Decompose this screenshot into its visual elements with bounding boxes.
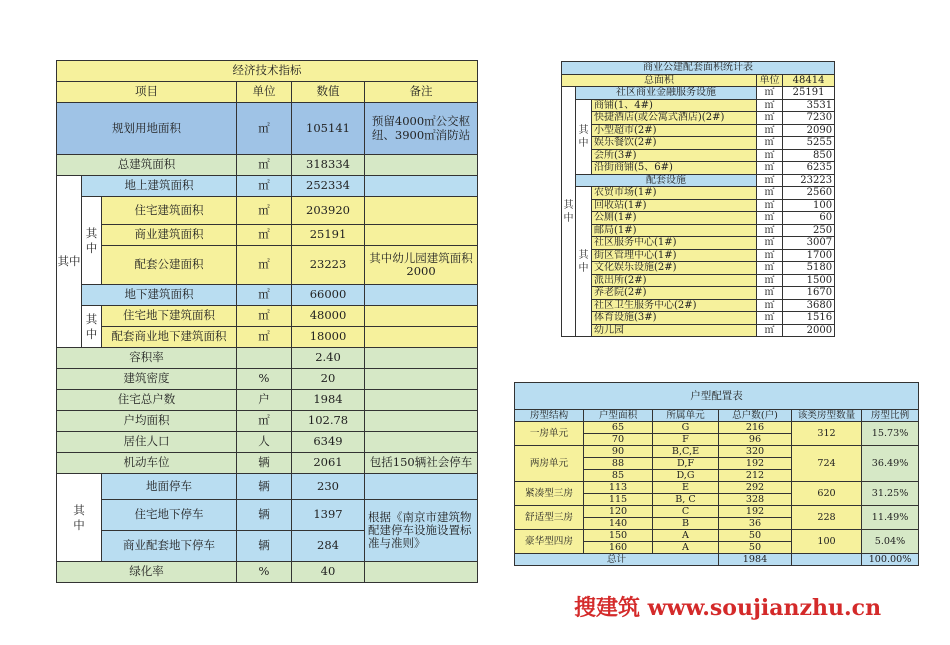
row-value: 66000 <box>292 285 365 306</box>
row-value: 48000 <box>292 306 365 327</box>
row-unit: ㎡ <box>237 225 292 246</box>
cell-area: 160 <box>584 542 653 554</box>
group-name: 紧凑型三房 <box>515 482 584 506</box>
row-label: 绿化率 <box>57 562 237 583</box>
row-unit: ㎡ <box>237 327 292 348</box>
group-name: 一房单元 <box>515 422 584 446</box>
row-label: 规划用地面积 <box>57 103 237 155</box>
row-value: 105141 <box>292 103 365 155</box>
header-note: 备注 <box>365 82 478 103</box>
cell-households: 50 <box>719 530 792 542</box>
row-value: 48414 <box>783 74 835 87</box>
row-unit: 辆 <box>237 531 292 562</box>
cell-unit: D,G <box>653 470 719 482</box>
row-value: 1700 <box>783 249 835 262</box>
row-unit: ㎡ <box>757 87 783 100</box>
row-label: 文化娱乐设施(2#) <box>592 262 757 275</box>
cell-area: 140 <box>584 518 653 530</box>
table-header-row <box>57 82 478 103</box>
table-row <box>57 390 478 411</box>
row-unit: % <box>237 562 292 583</box>
row-label: 总面积 <box>562 74 757 87</box>
table-row <box>57 103 478 155</box>
row-label: 商铺(1、4#) <box>592 99 757 112</box>
table-row <box>57 327 478 348</box>
row-note <box>365 155 478 176</box>
row-value: 850 <box>783 149 835 162</box>
total-ratio: 100.00% <box>862 554 919 566</box>
row-unit: ㎡ <box>757 99 783 112</box>
row-unit: ㎡ <box>237 411 292 432</box>
row-label: 住宅地下建筑面积 <box>102 306 237 327</box>
row-value: 3531 <box>783 99 835 112</box>
table-row <box>562 249 835 262</box>
cell-unit: E <box>653 482 719 494</box>
row-note: 预留4000㎡公交枢纽、3900㎡消防站 <box>365 103 478 155</box>
table-title: 经济技术指标 <box>57 61 478 82</box>
cell-unit: A <box>653 542 719 554</box>
row-label: 住宅总户数 <box>57 390 237 411</box>
cell-households: 36 <box>719 518 792 530</box>
table-row <box>57 285 478 306</box>
row-label: 派出所(2#) <box>592 274 757 287</box>
total-households: 1984 <box>719 554 792 566</box>
row-value: 230 <box>292 474 365 500</box>
table-row <box>562 174 835 187</box>
row-unit: ㎡ <box>757 262 783 275</box>
group-count: 620 <box>792 482 862 506</box>
cell-households: 192 <box>719 458 792 470</box>
qizhong-sub-label: 其 中 <box>576 187 592 337</box>
table-title-row <box>515 383 919 410</box>
row-value: 20 <box>292 369 365 390</box>
row-value: 6349 <box>292 432 365 453</box>
qizhong-label: 其 中 <box>562 87 576 337</box>
row-unit: 单位 <box>757 74 783 87</box>
table-row <box>562 112 835 125</box>
group-ratio: 15.73% <box>862 422 919 446</box>
table-row <box>562 87 835 100</box>
row-label: 养老院(2#) <box>592 287 757 300</box>
table-row <box>515 482 919 494</box>
group-label: 社区商业金融服务设施 <box>576 87 757 100</box>
group-ratio: 11.49% <box>862 506 919 530</box>
table-row <box>562 262 835 275</box>
row-unit: 人 <box>237 432 292 453</box>
row-value: 250 <box>783 224 835 237</box>
row-value: 3680 <box>783 299 835 312</box>
table-row <box>57 176 478 197</box>
row-value: 1397 <box>292 500 365 531</box>
qizhong-sub-label: 其 中 <box>576 99 592 174</box>
row-note <box>365 197 478 225</box>
table-row <box>515 530 919 542</box>
row-label: 农贸市场(1#) <box>592 187 757 200</box>
row-label: 社区卫生服务中心(2#) <box>592 299 757 312</box>
row-label: 地面停车 <box>102 474 237 500</box>
row-note <box>365 348 478 369</box>
economic-indicators-table <box>56 60 478 583</box>
cell-unit: B, C <box>653 494 719 506</box>
row-value: 1670 <box>783 287 835 300</box>
cell-area: 115 <box>584 494 653 506</box>
row-label: 商业配套地下停车 <box>102 531 237 562</box>
cell-households: 216 <box>719 422 792 434</box>
table-row <box>57 348 478 369</box>
row-label: 快捷酒店(或公寓式酒店)(2#) <box>592 112 757 125</box>
group-ratio: 31.25% <box>862 482 919 506</box>
row-unit: ㎡ <box>757 124 783 137</box>
row-label: 居住人口 <box>57 432 237 453</box>
cell-area: 113 <box>584 482 653 494</box>
header-item: 项目 <box>57 82 237 103</box>
table-total-row <box>562 74 835 87</box>
row-value: 318334 <box>292 155 365 176</box>
cell-area: 70 <box>584 434 653 446</box>
table-row <box>57 246 478 285</box>
row-value: 2000 <box>783 324 835 337</box>
row-note: 根据《南京市建筑物配建停车设施设置标准与准则》 <box>365 500 478 562</box>
total-label: 总计 <box>515 554 719 566</box>
row-unit: ㎡ <box>237 285 292 306</box>
table-title: 商业公建配套面积统计表 <box>562 62 835 75</box>
row-label: 总建筑面积 <box>57 155 237 176</box>
row-label: 住宅建筑面积 <box>102 197 237 225</box>
cell-unit: B <box>653 518 719 530</box>
row-value: 5255 <box>783 137 835 150</box>
row-unit: ㎡ <box>757 162 783 175</box>
row-value: 284 <box>292 531 365 562</box>
row-label: 邮局(1#) <box>592 224 757 237</box>
total-count <box>792 554 862 566</box>
row-label: 社区服务中心(1#) <box>592 237 757 250</box>
row-label: 配套商业地下建筑面积 <box>102 327 237 348</box>
cell-households: 50 <box>719 542 792 554</box>
table-row <box>515 422 919 434</box>
cell-unit: A <box>653 530 719 542</box>
row-value: 1500 <box>783 274 835 287</box>
row-unit: 辆 <box>237 500 292 531</box>
row-unit: ㎡ <box>237 155 292 176</box>
row-note <box>365 306 478 327</box>
row-value: 2560 <box>783 187 835 200</box>
table-title: 户型配置表 <box>515 383 919 410</box>
group-count: 100 <box>792 530 862 554</box>
cell-households: 192 <box>719 506 792 518</box>
row-value: 5180 <box>783 262 835 275</box>
row-label: 地下建筑面积 <box>82 285 237 306</box>
watermark: 搜建筑 www.soujianzhu.cn <box>574 595 882 621</box>
row-label: 机动车位 <box>57 453 237 474</box>
header-unit: 所属单元 <box>653 410 719 422</box>
row-unit <box>237 348 292 369</box>
row-value: 25191 <box>783 87 835 100</box>
row-note <box>365 225 478 246</box>
header-households: 总户数(户) <box>719 410 792 422</box>
row-label: 建筑密度 <box>57 369 237 390</box>
row-label: 体育设施(3#) <box>592 312 757 325</box>
row-value: 23223 <box>292 246 365 285</box>
cell-area: 150 <box>584 530 653 542</box>
header-structure: 房型结构 <box>515 410 584 422</box>
table-title-row <box>57 61 478 82</box>
table-row <box>57 225 478 246</box>
table-row <box>562 324 835 337</box>
row-label: 回收站(1#) <box>592 199 757 212</box>
group-label: 配套设施 <box>576 174 757 187</box>
row-value: 2090 <box>783 124 835 137</box>
row-note <box>365 474 478 500</box>
row-note <box>365 390 478 411</box>
row-unit: 户 <box>237 390 292 411</box>
row-note <box>365 562 478 583</box>
table-row <box>562 124 835 137</box>
table-row <box>562 237 835 250</box>
row-value: 3007 <box>783 237 835 250</box>
header-unit: 单位 <box>237 82 292 103</box>
row-value: 203920 <box>292 197 365 225</box>
row-unit: ㎡ <box>757 212 783 225</box>
table-row <box>57 369 478 390</box>
table-row <box>562 162 835 175</box>
qizhong-sub-label: 其中 <box>82 306 102 348</box>
row-label: 商业建筑面积 <box>102 225 237 246</box>
table-row <box>562 299 835 312</box>
row-note <box>365 285 478 306</box>
row-value: 1516 <box>783 312 835 325</box>
table-row <box>57 453 478 474</box>
table-row <box>57 306 478 327</box>
row-unit: % <box>237 369 292 390</box>
table-row <box>562 212 835 225</box>
cell-unit: F <box>653 434 719 446</box>
row-note <box>365 369 478 390</box>
row-value: 2061 <box>292 453 365 474</box>
table-row <box>57 474 478 500</box>
group-ratio: 36.49% <box>862 446 919 482</box>
table-row <box>562 99 835 112</box>
row-unit: 辆 <box>237 453 292 474</box>
row-value: 25191 <box>292 225 365 246</box>
row-note <box>365 327 478 348</box>
row-unit: ㎡ <box>757 224 783 237</box>
qizhong-sub-label: 其中 <box>82 197 102 285</box>
table-total-row <box>515 554 919 566</box>
row-unit: 辆 <box>237 474 292 500</box>
group-name: 两房单元 <box>515 446 584 482</box>
header-ratio: 房型比例 <box>862 410 919 422</box>
cell-households: 96 <box>719 434 792 446</box>
row-label: 沿街商铺(5、6#) <box>592 162 757 175</box>
header-area: 户型面积 <box>584 410 653 422</box>
row-label: 会所(3#) <box>592 149 757 162</box>
row-value: 60 <box>783 212 835 225</box>
table-row <box>57 562 478 583</box>
row-label: 住宅地下停车 <box>102 500 237 531</box>
row-unit: ㎡ <box>757 199 783 212</box>
cell-unit: G <box>653 422 719 434</box>
cell-unit: B,C,E <box>653 446 719 458</box>
group-ratio: 5.04% <box>862 530 919 554</box>
row-unit: ㎡ <box>757 274 783 287</box>
table-row <box>562 274 835 287</box>
group-name: 豪华型四房 <box>515 530 584 554</box>
row-label: 地上建筑面积 <box>82 176 237 197</box>
cell-households: 328 <box>719 494 792 506</box>
table-row <box>562 312 835 325</box>
row-unit: ㎡ <box>757 137 783 150</box>
row-value: 1984 <box>292 390 365 411</box>
row-unit: ㎡ <box>757 249 783 262</box>
row-unit: ㎡ <box>757 187 783 200</box>
table-row <box>562 149 835 162</box>
row-unit: ㎡ <box>237 306 292 327</box>
table-row <box>515 446 919 458</box>
cell-households: 320 <box>719 446 792 458</box>
row-value: 7230 <box>783 112 835 125</box>
row-value: 102.78 <box>292 411 365 432</box>
row-unit: ㎡ <box>757 299 783 312</box>
row-value: 23223 <box>783 174 835 187</box>
table-row <box>57 155 478 176</box>
table-row <box>562 287 835 300</box>
cell-unit: C <box>653 506 719 518</box>
qizhong-label: 其中 <box>57 176 82 348</box>
table-row <box>57 432 478 453</box>
row-label: 容积率 <box>57 348 237 369</box>
row-value: 40 <box>292 562 365 583</box>
row-label: 户均面积 <box>57 411 237 432</box>
group-count: 724 <box>792 446 862 482</box>
row-note <box>365 176 478 197</box>
cell-area: 88 <box>584 458 653 470</box>
row-value: 6235 <box>783 162 835 175</box>
row-value: 252334 <box>292 176 365 197</box>
row-label: 公厕(1#) <box>592 212 757 225</box>
row-label: 娱乐餐饮(2#) <box>592 137 757 150</box>
row-unit: ㎡ <box>757 112 783 125</box>
table-row <box>562 199 835 212</box>
row-unit: ㎡ <box>237 246 292 285</box>
cell-households: 212 <box>719 470 792 482</box>
row-unit: ㎡ <box>757 312 783 325</box>
table-row <box>562 137 835 150</box>
row-unit: ㎡ <box>757 149 783 162</box>
row-value: 2.40 <box>292 348 365 369</box>
table-header-row <box>515 410 919 422</box>
qizhong-label: 其 中 <box>57 474 102 562</box>
row-label: 小型超市(2#) <box>592 124 757 137</box>
cell-area: 120 <box>584 506 653 518</box>
group-count: 312 <box>792 422 862 446</box>
row-unit: ㎡ <box>237 103 292 155</box>
row-label: 幼儿园 <box>592 324 757 337</box>
header-value: 数值 <box>292 82 365 103</box>
row-note: 其中幼儿园建筑面积2000 <box>365 246 478 285</box>
row-note <box>365 411 478 432</box>
row-unit: ㎡ <box>757 287 783 300</box>
table-row <box>515 506 919 518</box>
unit-type-table <box>514 382 919 566</box>
row-unit: ㎡ <box>237 176 292 197</box>
header-count: 该类房型数量 <box>792 410 862 422</box>
row-note: 包括150辆社会停车 <box>365 453 478 474</box>
cell-unit: D,F <box>653 458 719 470</box>
row-label: 配套公建面积 <box>102 246 237 285</box>
cell-households: 292 <box>719 482 792 494</box>
table-row <box>57 500 478 531</box>
table-row <box>57 411 478 432</box>
cell-area: 90 <box>584 446 653 458</box>
row-value: 100 <box>783 199 835 212</box>
table-row <box>562 224 835 237</box>
table-row <box>57 197 478 225</box>
row-unit: ㎡ <box>757 174 783 187</box>
group-count: 228 <box>792 506 862 530</box>
commercial-facilities-table <box>561 61 835 337</box>
table-title-row <box>562 62 835 75</box>
group-name: 舒适型三房 <box>515 506 584 530</box>
row-unit: ㎡ <box>757 324 783 337</box>
table-row <box>562 187 835 200</box>
row-unit: ㎡ <box>757 237 783 250</box>
row-value: 18000 <box>292 327 365 348</box>
cell-area: 85 <box>584 470 653 482</box>
row-unit: ㎡ <box>237 197 292 225</box>
cell-area: 65 <box>584 422 653 434</box>
row-label: 街区管理中心(1#) <box>592 249 757 262</box>
row-note <box>365 432 478 453</box>
